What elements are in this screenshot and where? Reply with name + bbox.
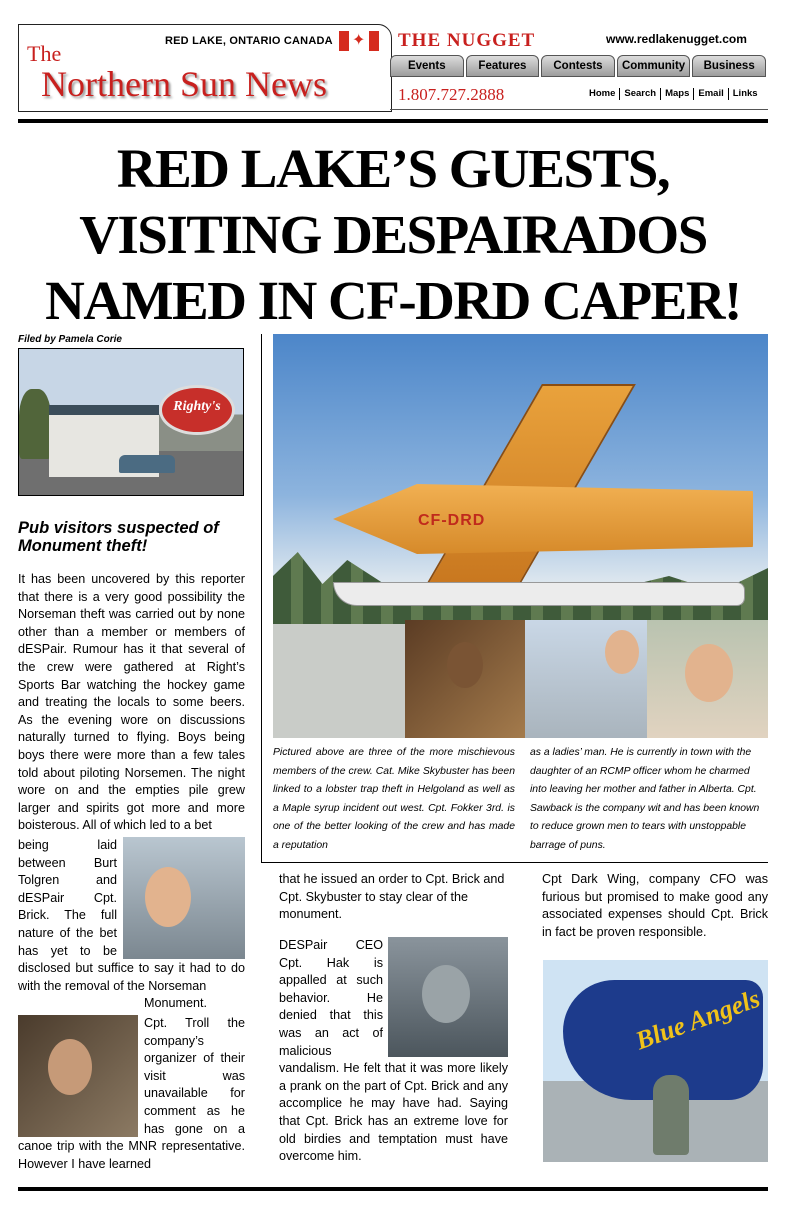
headline (18, 136, 768, 334)
headline-line-1: RED LAKE’S GUESTS, (116, 138, 670, 199)
photo-frame-left (261, 334, 262, 862)
photo-frame-bottom (261, 862, 768, 863)
blue-angels-photo (543, 960, 768, 1162)
link-links[interactable]: Links (728, 88, 762, 100)
phone-number: 1.807.727.2888 (398, 85, 505, 104)
masthead-location: RED LAKE, ONTARIO CANADA (165, 35, 333, 47)
mike-skybuster-photo (405, 620, 525, 738)
masthead-rule (390, 109, 768, 110)
tab-contests[interactable]: Contests (541, 55, 615, 77)
bottom-divider (18, 1187, 768, 1191)
newspaper-name: Northern Sun News (41, 64, 327, 104)
article-title: Pub visitors suspected of Monument theft! (18, 519, 219, 555)
article-paragraph-2-end: Monument. (144, 996, 207, 1011)
article-paragraph-4: that he issued an order to Cpt. Brick and Cpt. Skybuster to stay clear of the monument. (279, 872, 505, 922)
top-divider (18, 119, 768, 123)
troll-photo (18, 1015, 138, 1137)
headline-line-3: NAMED IN CF-DRD CAPER! (45, 270, 741, 331)
masthead (18, 24, 392, 112)
pub-sign: Righty's (159, 385, 235, 435)
link-email[interactable]: Email (693, 88, 727, 100)
hak-photo (388, 937, 508, 1057)
article-wrap-burt (18, 837, 245, 1013)
blue-angels-logo: Blue Angels (631, 983, 764, 1056)
article-paragraph-1: It has been uncovered by this reporter that there is a very good possibility the Norseman theft was carried out by none other than a member or members of dESPair. Rumour has it that several of the crew were gathered at Right’s Sports Bar watching the hockey game and treating the locals to some beers. As the evening wore on discussions naturally turned to flying. Boys being boys there were more than a few tales told about piloting Norsemen. The night wore on and the empties pile grew larger and spirits got more and more boisterous. All of which led to a bet (18, 572, 245, 833)
plane-registration: CF-DRD (418, 512, 486, 529)
link-search[interactable]: Search (619, 88, 660, 100)
article-paragraph-5: DESPair CEO Cpt. Hak is appalled at such behavior. He denied that this was an act of malicious vandalism. He felt that it was more likely a prank on the part of Cpt. Brick and any accomplice he may have had. Saying that Cpt. Brick has an extreme love for old birdies and temptation must have overcome him. (279, 938, 508, 1164)
link-home[interactable]: Home (589, 88, 616, 99)
link-maps[interactable]: Maps (660, 88, 693, 100)
nugget-logo[interactable]: THE NUGGET (398, 30, 536, 51)
fokker-photo (525, 620, 647, 738)
burt-tolgren-photo (123, 837, 245, 959)
tab-community[interactable]: Community (617, 55, 691, 77)
article-wrap-hak (279, 937, 508, 1166)
site-url[interactable]: www.redlakenugget.com (606, 32, 747, 46)
tab-features[interactable]: Features (466, 55, 540, 77)
byline: Filed by Pamela Corie (18, 334, 122, 345)
caption-col-2: as a ladies’ man. He is currently in town with the daughter of an RCMP officer whom he charmed into leaving her mother and father in Alberta. Cpt. Sawback is the company wit and has been known to reduce grown men to tears with unstoppable barrage of puns. (530, 747, 760, 851)
sawback-photo (647, 620, 768, 738)
tab-events[interactable]: Events (390, 55, 464, 77)
nav-tabs (390, 55, 768, 77)
pub-photo (18, 348, 244, 496)
article-wrap-troll (18, 1015, 245, 1173)
caption-col-1: Pictured above are three of the more mischievous members of the crew. Cat. Mike Skybuster has been linked to a lobster trap theft in Helgoland as well as a Maple syrup incident out west. Cpt. Fokker 3rd. is one of the better looking of the crew and has made a reputation (273, 747, 515, 851)
masthead-the: The (27, 41, 62, 66)
utility-links (585, 88, 762, 100)
article-paragraph-6: Cpt Dark Wing, company CFO was furious but promised to make good any associated expenses should Cpt. Brick in fact be proven responsible. (542, 872, 768, 939)
article-paragraph-2: being laid between Burt Tolgren and dESPair Cpt. Brick. The full nature of the bet has yet to be disclosed but suffice to say it had to do with the removal of the Norseman (18, 838, 245, 993)
canada-flag-icon (339, 31, 379, 51)
headline-line-2: VISITING DESPAIRADOS (79, 204, 707, 265)
article-paragraph-3: Cpt. Troll the company’s organizer of their visit was unavailable for comment as he has gone on a canoe trip with the MNR representative. However I have learned (18, 1016, 245, 1171)
tab-business[interactable]: Business (692, 55, 766, 77)
